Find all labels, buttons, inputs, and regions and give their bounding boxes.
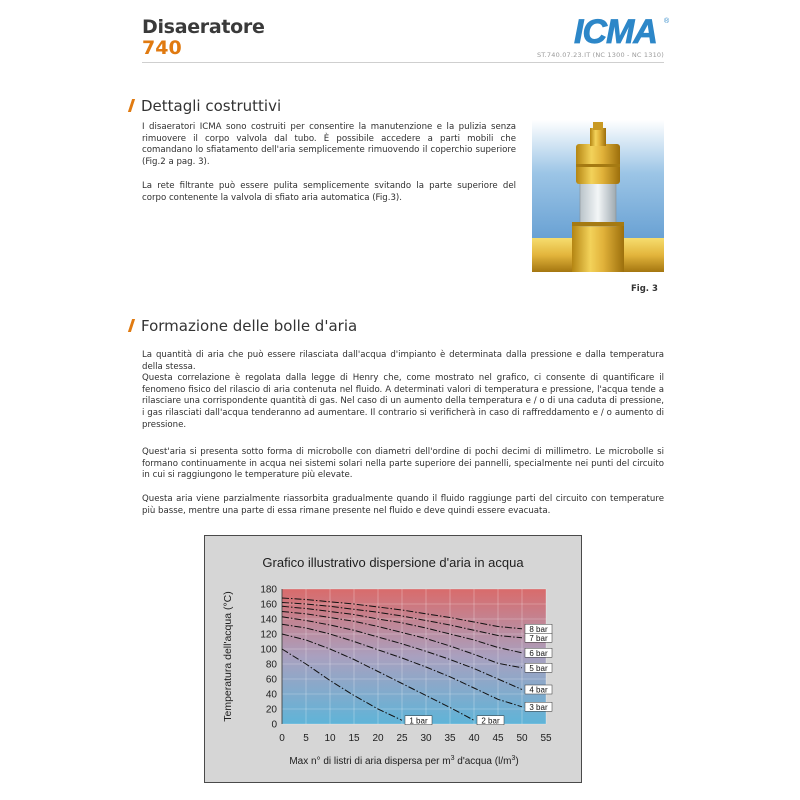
series-label-text: 1 bar xyxy=(409,716,428,726)
sheet-reference: ST.740.07.23.IT (NC 1300 - NC 1310) xyxy=(536,51,664,59)
y-tick-label: 40 xyxy=(265,689,277,701)
logo-registered-mark: ® xyxy=(664,18,670,25)
x-axis-label-sup: 3 xyxy=(450,755,455,762)
x-tick-label: 0 xyxy=(279,733,285,744)
y-axis-label: Temperatura dell'acqua (°C) xyxy=(222,591,234,722)
y-tick-label: 140 xyxy=(260,614,277,626)
figure-caption: Fig. 3 xyxy=(631,284,658,294)
y-tick-label: 120 xyxy=(260,629,277,641)
product-code: 740 xyxy=(142,37,182,59)
y-tick-label: 20 xyxy=(265,704,277,716)
section-title-text: Dettagli costruttivi xyxy=(141,97,282,115)
x-tick-label: 35 xyxy=(444,733,456,744)
x-tick-label: 20 xyxy=(372,733,384,744)
logo-wordmark: ICMA xyxy=(574,14,657,48)
section-marker-icon xyxy=(128,319,135,332)
x-tick-label: 55 xyxy=(540,733,552,744)
y-tick-label: 0 xyxy=(271,719,277,731)
section-title-construction xyxy=(130,97,281,115)
header-divider xyxy=(142,62,664,63)
x-axis-label-sup: 3 xyxy=(511,755,516,762)
series-label-2-bar xyxy=(477,716,504,726)
document-title: Disaeratore xyxy=(142,16,265,38)
x-tick-label: 15 xyxy=(348,733,360,744)
x-tick-label: 10 xyxy=(324,733,336,744)
y-tick-label: 80 xyxy=(265,659,277,671)
x-tick-label: 30 xyxy=(420,733,432,744)
bubbles-paragraph-3: Questa aria viene parzialmente riassorbita gradualmente quando il fluido raggiunge parti del circuito con temperature più basse, mentre una parte di essa rimane presente nel fluido e deve quindi essere evacuata. xyxy=(142,494,664,516)
series-label-text: 5 bar xyxy=(529,663,548,673)
series-label-text: 3 bar xyxy=(529,702,548,712)
series-label-3-bar xyxy=(525,702,552,712)
x-tick-label: 40 xyxy=(468,733,480,744)
section-marker-icon xyxy=(128,99,135,112)
series-label-text: 4 bar xyxy=(529,685,548,695)
x-tick-label: 5 xyxy=(303,733,309,744)
series-label-5-bar xyxy=(525,663,552,673)
x-axis-label-part: ) xyxy=(515,756,519,767)
bubbles-paragraph-1: La quantità di aria che può essere rilasciata dall'acqua d'impianto è determinata dalla pressione e dalla temperatura della stessa. Questa correlazione è regolata dalla legge di Henry che, come mostrato nel grafico, ci consente di quantificare il fenomeno fisico del rilascio di aria contenuta nel fluido. A determinati valori di temperatura e pressione, l'acqua tende a rilasciare una corrispondente quantità di gas. Nel caso di un aumento della temperatura e / o di una caduta di pressione, i gas rilasciati dall'acqua tenderanno ad aumentare. Il contrario si verificherà in caso di raffreddamento e / o aumento di pressione. xyxy=(142,350,664,430)
construction-paragraph-1: I disaeratori ICMA sono costruiti per consentire la manutenzione e la pulizia senza rimuovere il corpo valvola dal tubo. È possibile accedere a parti mobili che comandano lo sfiatamento dell'aria semplicemente rimuovendo il coperchio superiore (Fig.2 a pag. 3). xyxy=(142,122,516,167)
y-tick-label: 100 xyxy=(260,644,277,656)
plot-area xyxy=(282,589,546,724)
x-tick-label: 45 xyxy=(492,733,504,744)
chart-title: Grafico illustrativo dispersione d'aria in acqua xyxy=(262,555,524,570)
air-dispersion-chart xyxy=(204,535,582,783)
series-label-text: 2 bar xyxy=(481,716,500,726)
construction-paragraph-2: La rete filtrante può essere pulita semplicemente svitando la parte superiore del corpo contenente la valvola di sfiato aria automatica (Fig.3). xyxy=(142,181,516,203)
y-tick-label: 60 xyxy=(265,674,277,686)
x-tick-label: 50 xyxy=(516,733,528,744)
deaerator-photo xyxy=(532,120,664,272)
series-label-8-bar xyxy=(525,624,552,634)
x-axis-label xyxy=(289,755,518,767)
series-label-text: 7 bar xyxy=(529,633,548,643)
series-label-4-bar xyxy=(525,685,552,695)
y-tick-label: 160 xyxy=(260,599,277,611)
x-axis-label-part: Max n° di listri di aria dispersa per m xyxy=(289,756,451,767)
y-tick-label: 180 xyxy=(260,584,277,596)
series-label-text: 6 bar xyxy=(529,648,548,658)
x-axis-label-part: d'acqua (l/m xyxy=(454,756,512,767)
x-tick-label: 25 xyxy=(396,733,408,744)
series-label-1-bar xyxy=(405,716,432,726)
section-title-bubbles xyxy=(130,317,357,335)
series-label-7-bar xyxy=(525,633,552,643)
section-title-text: Formazione delle bolle d'aria xyxy=(141,317,358,335)
series-label-text: 8 bar xyxy=(529,624,548,634)
series-label-6-bar xyxy=(525,648,552,658)
bubbles-paragraph-2: Quest'aria si presenta sotto forma di microbolle con diametri dell'ordine di pochi decimi di millimetro. Le microbolle si formano continuamente in acqua nei sistemi solari nella parte superiore dei pannelli, specialmente nei punti del circuito in cui si raggiungono le temperature più elevate. xyxy=(142,447,664,481)
icma-logo xyxy=(574,14,670,48)
